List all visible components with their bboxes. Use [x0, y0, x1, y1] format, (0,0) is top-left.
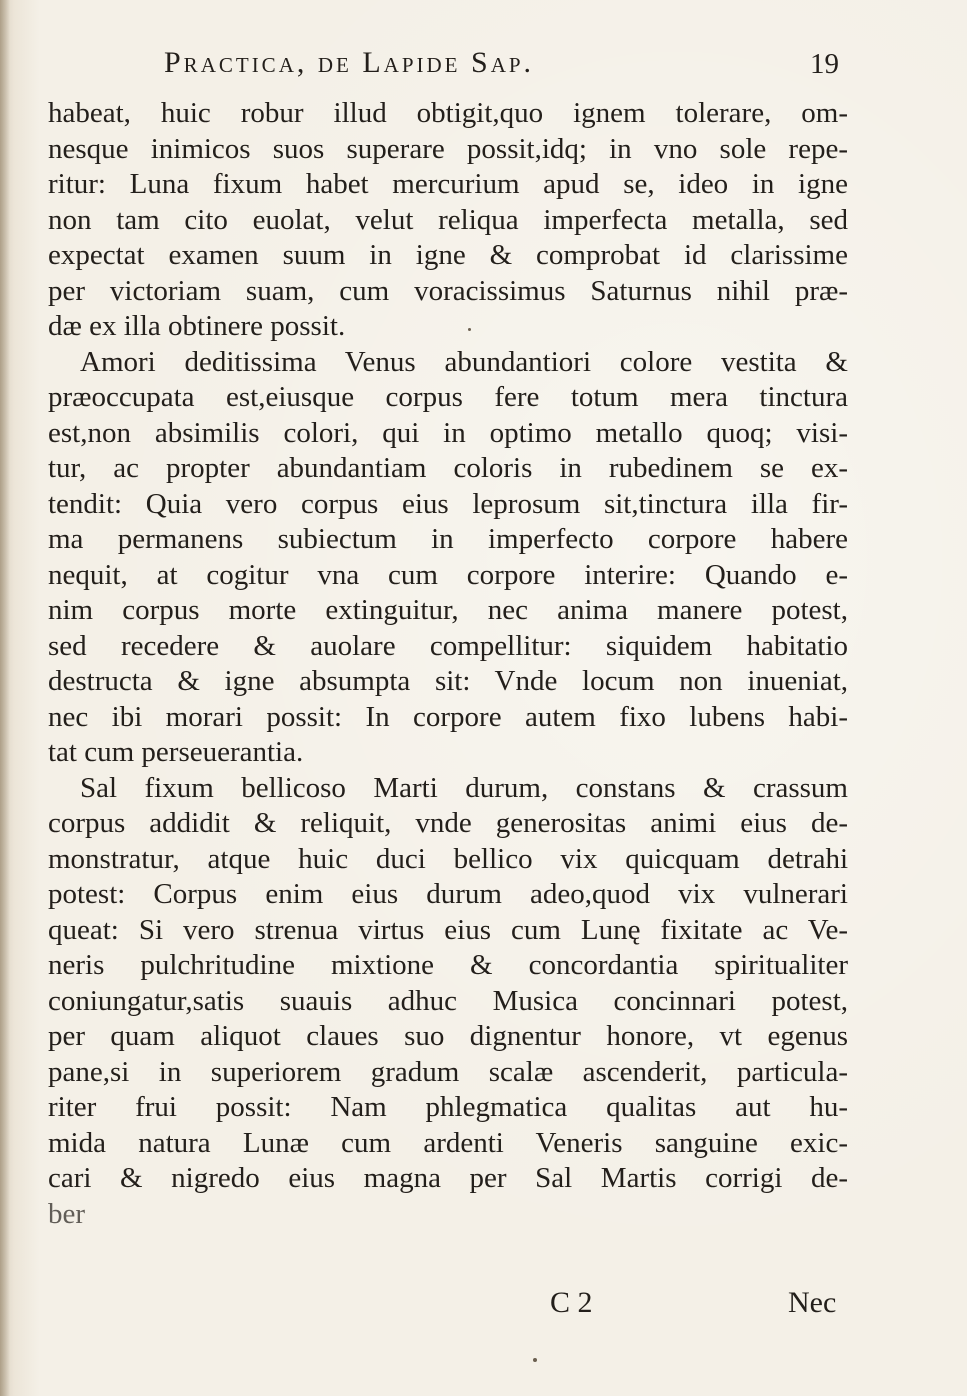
page-number: 19 [810, 48, 839, 80]
text-line: nim corpus morte extinguitur, nec anima manere potest, [48, 594, 848, 626]
text-line: præoccupata est,eiusque corpus fere totum mera tinctura [48, 381, 848, 413]
text-line: neris pulchritudine mixtione & concordantia spiritualiter [48, 949, 848, 981]
ink-speck [468, 328, 471, 331]
text-line: tat cum perseuerantia. [48, 736, 304, 768]
text-line: ma permanens subiectum in imperfecto corpore habere [48, 523, 848, 555]
text-line: nec ibi morari possit: In corpore autem fixo lubens habi- [48, 700, 848, 733]
signature-mark: C 2 [550, 1286, 593, 1319]
text-line: monstratur, atque huic duci bellico vix quicquam detrahi [48, 842, 848, 875]
text-line: queat: Si vero strenua virtus eius cum Lunę fixitate ac Ve- [48, 913, 848, 946]
text-line: nesque inimicos suos superare possit,idq; in vno sole repe- [48, 132, 848, 165]
text-line: riter frui possit: Nam phlegmatica qualitas aut hu- [48, 1091, 848, 1123]
text-line: nequit, at cogitur vna cum corpore interire: Quando e- [48, 558, 848, 591]
text-line: cari & nigredo eius magna per Sal Martis corrigi de- [48, 1162, 848, 1194]
text-line: per victoriam suam, cum voracissimus Saturnus nihil præ- [48, 274, 848, 307]
text-line: sed recedere & auolare compellitur: siquidem habitatio [48, 629, 848, 662]
catchword: Nec [788, 1286, 837, 1319]
text-line: mida natura Lunæ cum ardenti Veneris sanguine exic- [48, 1126, 848, 1159]
text-line: ritur: Luna fixum habet mercurium apud se, ideo in igne [48, 168, 848, 200]
text-line: Sal fixum bellicoso Marti durum, constans & crassum [80, 771, 848, 804]
text-line: Amori deditissima Venus abundantiori colore vestita & [80, 345, 848, 378]
body-text [48, 96, 848, 1232]
text-line: destructa & igne absumpta sit: Vnde locum non inueniat, [48, 665, 848, 697]
text-line: expectat examen suum in igne & comprobat id clarissime [48, 239, 848, 271]
text-line: per quam aliquot claues suo dignentur honore, vt egenus [48, 1020, 848, 1052]
text-line: pane,si in superiorem gradum scalæ ascenderit, particula- [48, 1055, 848, 1088]
text-line: habeat, huic robur illud obtigit,quo ignem tolerare, om- [48, 97, 848, 129]
text-line: est,non absimilis colori, qui in optimo metallo quoq; visi- [48, 416, 848, 449]
text-line: corpus addidit & reliquit, vnde generositas animi eius de- [48, 807, 848, 839]
text-line: coniungatur,satis suauis adhuc Musica concinnari potest, [48, 984, 848, 1017]
text-line: dæ ex illa obtinere possit. [48, 310, 346, 342]
text-line: tur, ac propter abundantiam coloris in rubedinem se ex- [48, 452, 848, 484]
ink-speck [533, 1358, 537, 1362]
running-head: Practica, de Lapide Sap. [164, 46, 535, 79]
text-line: non tam cito euolat, velut reliqua imperfecta metalla, sed [48, 203, 848, 236]
text-line: potest: Corpus enim eius durum adeo,quod vix vulnerari [48, 878, 848, 910]
text-line: tendit: Quia vero corpus eius leprosum sit,tinctura illa fir- [48, 487, 848, 520]
gutter-shadow [0, 0, 10, 1396]
text-line: ber [48, 1197, 86, 1230]
